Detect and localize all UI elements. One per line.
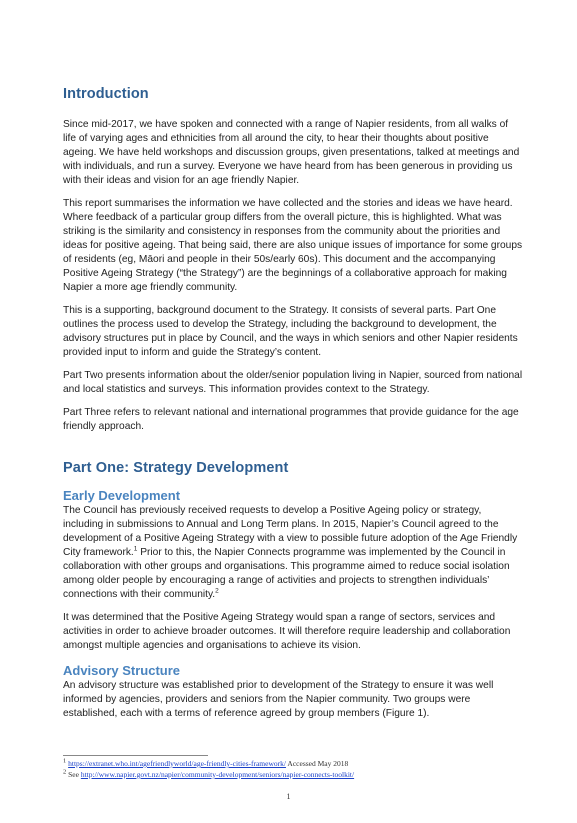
footnote-1: $^1$ https://extranet.who.int/agefriendlyworld/age-friendly-cities-framework/ Accessed May 2018 xyxy=(63,757,349,768)
footnote-ref-2[interactable]: 2 xyxy=(215,587,219,595)
heading-introduction: Introduction xyxy=(63,86,149,102)
footnote-1-link[interactable]: https://extranet.who.int/agefriendlyworld/age-friendly-cities-framework/ xyxy=(68,759,286,768)
footnote-2: $^2$ See http://www.napier.govt.nz/napier/community-development/seniors/napier-connects-toolkit/ xyxy=(63,768,355,779)
early-paragraph-2: It was determined that the Positive Ageing Strategy would span a range of sectors, services and activities in order to achieve broader outcomes. It will therefore require leadership and collaboration amongst multiple agencies and organisations to achieve its vision. xyxy=(63,612,511,651)
intro-paragraph-4: Part Two presents information about the older/senior population living in Napier, sourced from national and local statistics and surveys. This information provides context to the Strategy. xyxy=(63,370,523,395)
heading-advisory-structure: Advisory Structure xyxy=(63,663,181,678)
intro-paragraph-3: This is a supporting, background document to the Strategy. It consists of several parts. Part One outlines the process used to develop the Strategy, including the background to development, the advisory structures put in place by Council, and the ways in which seniors and other Napier residents provided input to inform and guide the Strategy’s content. xyxy=(63,305,518,358)
heading-early-development: Early Development xyxy=(63,488,181,503)
footnote-ref-1[interactable]: 1 xyxy=(133,545,138,553)
page-body xyxy=(63,86,523,721)
intro-paragraph-5: Part Three refers to relevant national and international programmes that provide guidance for the age friendly approach. xyxy=(63,407,519,432)
intro-paragraph-1: Since mid-2017, we have spoken and connected with a range of Napier residents, from all walks of life of varying ages and ethnicities from all around the city, to hear their thoughts about positive ageing. We have held workshops and discussion groups, given presentations, talked at meetings and with individuals, and run a survey. Everyone we have heard from has been generous in providing us with their ideas and vision for an age friendly Napier. xyxy=(63,119,520,186)
footnote-divider xyxy=(63,755,208,756)
page-number: 1 xyxy=(286,792,291,801)
heading-part-one: Part One: Strategy Development xyxy=(63,460,289,476)
intro-paragraph-2: This report summarises the information we have collected and the stories and ideas we have heard. Where feedback of a particular group differs from the overall picture, this is highlighted. What was striking is the similarity and consistency in responses from the community about the priorities and ideas for positive ageing. That being said, there are also unique issues of importance for some groups of residents (eg, Māori and people in their 50s/early 60s). This document and the accompanying Positive Ageing Strategy (“the Strategy”) are the beginnings of a collaborative approach for making Napier a more age friendly community. xyxy=(63,198,523,293)
footnote-2-link[interactable]: http://www.napier.govt.nz/napier/community-development/seniors/napier-connects-toolkit/ xyxy=(80,770,355,779)
advisory-paragraph-1: An advisory structure was established prior to development of the Strategy to ensure it was well informed by agencies, providers and seniors from the Napier community. Two groups were established, each with a terms of reference agreed by group members (Figure 1). xyxy=(63,680,494,719)
early-paragraph-1: The Council has previously received requests to develop a Positive Ageing policy or strategy, including in submissions to Annual and Long Term plans. In 2015, Napier’s Council agreed to the development of a Positive Ageing Strategy with a view to possible future adoption of the Age Friendly City framework.$^1$ Prior to this, the Napier Connects programme was implemented by the Council in collaboration with other groups and organisations. This programme aimed to reduce social isolation among older people by encouraging a range of activities and projects to strengthen individuals’ connections with their community.$^2$ xyxy=(63,505,518,600)
